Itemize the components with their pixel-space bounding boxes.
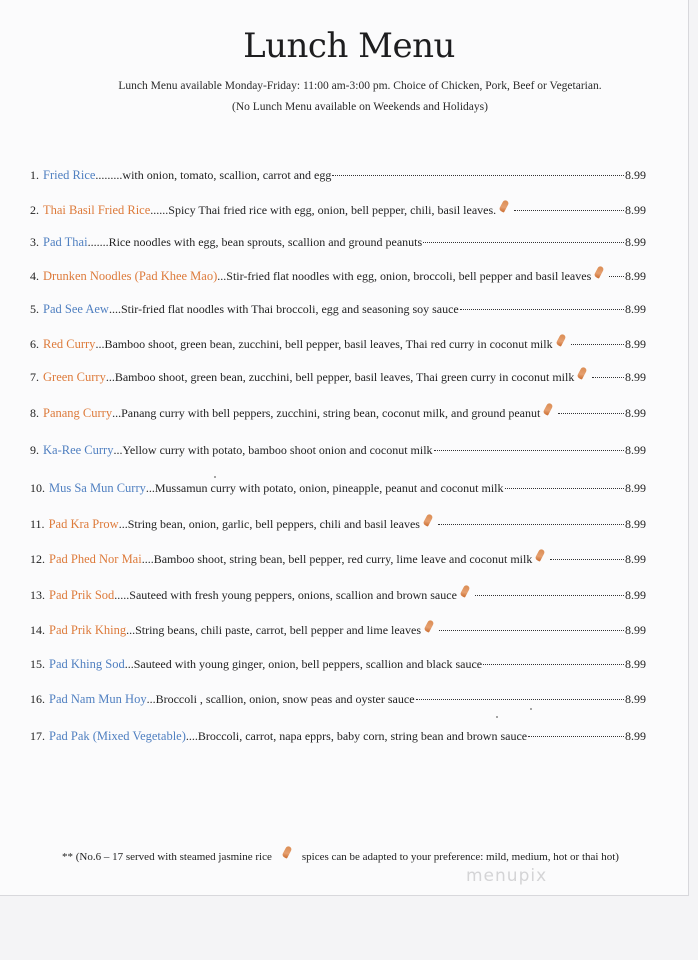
dot-leader — [416, 699, 624, 700]
item-description: Broccoli, carrot, napa epprs, baby corn, string bean and brown sauce — [197, 729, 528, 743]
dot-leader — [460, 309, 624, 310]
item-number: 13. — [30, 588, 45, 602]
dot-leader — [550, 559, 624, 560]
item-number: 2. — [30, 203, 39, 217]
item-separator: ... — [113, 443, 123, 457]
menu-item — [30, 168, 646, 186]
item-number: 14. — [30, 623, 45, 637]
availability-note: Lunch Menu available Monday-Friday: 11:00 am-3:00 pm. Choice of Chicken, Pork, Beef or Vegetarian. — [118, 80, 602, 92]
item-price: 8.99 — [625, 517, 646, 531]
item-separator: ....... — [87, 235, 109, 249]
dot-leader — [609, 276, 624, 277]
item-price: 8.99 — [625, 269, 646, 283]
item-description: Sauteed with young ginger, onion, bell peppers, scallion and black sauce — [133, 657, 483, 671]
dot-leader — [571, 344, 624, 345]
menu-item — [30, 268, 646, 286]
item-number: 4. — [30, 269, 39, 283]
dot-leader — [505, 488, 625, 489]
item-price: 8.99 — [625, 443, 646, 457]
chili-icon — [543, 402, 554, 415]
item-price: 8.99 — [625, 337, 646, 351]
menu-item — [30, 235, 646, 253]
item-price: 8.99 — [625, 657, 646, 671]
item-price: 8.99 — [625, 552, 646, 566]
menu-item — [30, 369, 646, 387]
item-price: 8.99 — [625, 588, 646, 602]
item-number: 1. — [30, 168, 39, 182]
menu-item — [30, 302, 646, 320]
item-number: 3. — [30, 235, 39, 249]
dot-leader — [423, 242, 624, 243]
footer-spice-note: spices can be adapted to your preference: mild, medium, hot or thai hot) — [301, 851, 619, 863]
item-name: Ka-Ree Curry — [43, 443, 114, 457]
item-price: 8.99 — [625, 235, 646, 249]
menu-title: Lunch Menu — [243, 26, 455, 66]
item-name: Pad Khing Sod — [49, 657, 125, 671]
item-name: Pad Prik Sod — [49, 588, 115, 602]
item-number: 11. — [30, 517, 45, 531]
item-description: Stir-fried flat noodles with Thai broccoli, egg and seasoning soy sauce — [120, 302, 459, 316]
item-price: 8.99 — [625, 302, 646, 316]
item-separator: ... — [217, 269, 227, 283]
paper-speck — [530, 708, 532, 710]
item-name: Pad Kra Prow — [48, 517, 119, 531]
item-description: Yellow curry with potato, bamboo shoot onion and coconut milk — [122, 443, 433, 457]
item-description: String beans, chili paste, carrot, bell pepper and lime leaves — [135, 623, 421, 637]
chili-icon — [594, 265, 605, 278]
item-separator: ... — [105, 370, 115, 384]
item-separator: ... — [145, 481, 155, 495]
item-separator: ... — [126, 623, 136, 637]
dot-leader — [528, 736, 624, 737]
menu-item — [30, 551, 646, 569]
item-separator: ... — [112, 406, 122, 420]
chili-icon — [424, 619, 435, 632]
item-separator: ... — [124, 657, 134, 671]
item-separator: ...... — [150, 203, 169, 217]
dot-leader — [558, 413, 624, 414]
item-number: 15. — [30, 657, 45, 671]
chili-icon — [535, 548, 546, 561]
item-name: Panang Curry — [43, 406, 113, 420]
item-separator: ... — [118, 517, 128, 531]
paper-speck — [496, 716, 498, 718]
menu-item — [30, 202, 646, 220]
dot-leader — [439, 630, 624, 631]
item-description: Sauteed with fresh young peppers, onions, scallion and brown sauce — [129, 588, 457, 602]
menu-item — [30, 587, 646, 605]
item-separator: ... — [95, 337, 105, 351]
item-number: 6. — [30, 337, 39, 351]
weekend-notice: (No Lunch Menu available on Weekends and Holidays) — [232, 101, 488, 113]
item-price: 8.99 — [625, 168, 646, 182]
item-price: 8.99 — [625, 692, 646, 706]
item-price: 8.99 — [625, 406, 646, 420]
chili-icon — [499, 199, 510, 212]
menu-item — [30, 692, 646, 710]
item-price: 8.99 — [625, 203, 646, 217]
menu-item — [30, 729, 646, 747]
item-price: 8.99 — [625, 370, 646, 384]
menu-item — [30, 481, 646, 499]
item-description: Bamboo shoot, green bean, zucchini, bell pepper, basil leaves, Thai green curry in coconut milk — [114, 370, 575, 384]
item-price: 8.99 — [625, 729, 646, 743]
item-description: with onion, tomato, scallion, carrot and egg — [122, 168, 332, 182]
item-separator: .... — [185, 729, 198, 743]
chili-icon — [555, 333, 566, 346]
item-price: 8.99 — [625, 623, 646, 637]
item-description: Bamboo shoot, string bean, bell pepper, red curry, lime leave and coconut milk — [153, 552, 533, 566]
item-number: 10. — [30, 481, 45, 495]
item-number: 7. — [30, 370, 39, 384]
chili-icon — [423, 513, 434, 526]
chili-icon — [459, 584, 470, 597]
item-name: Pad Thai — [43, 235, 88, 249]
footer-rice-note: ** (No.6 – 17 served with steamed jasmine rice — [62, 851, 272, 863]
dot-leader — [475, 595, 624, 596]
dot-leader — [483, 664, 624, 665]
item-name: Pad Pak (Mixed Vegetable) — [49, 729, 186, 743]
dot-leader — [438, 524, 624, 525]
menu-item — [30, 516, 646, 534]
menu-item — [30, 657, 646, 675]
menu-item — [30, 336, 646, 354]
item-description: Stir-fried flat noodles with egg, onion, broccoli, bell pepper and basil leaves — [226, 269, 592, 283]
dot-leader — [332, 175, 624, 176]
dot-leader — [434, 450, 624, 451]
item-description: Rice noodles with egg, bean sprouts, scallion and ground peanuts — [108, 235, 423, 249]
menu-item — [30, 443, 646, 461]
item-number: 12. — [30, 552, 45, 566]
item-name: Drunken Noodles (Pad Khee Mao) — [43, 269, 218, 283]
item-number: 9. — [30, 443, 39, 457]
item-description: Broccoli , scallion, onion, snow peas and oyster sauce — [155, 692, 415, 706]
item-description: Spicy Thai fried rice with egg, onion, bell pepper, chili, basil leaves. — [168, 203, 497, 217]
item-description: String bean, onion, garlic, bell peppers, chili and basil leaves — [127, 517, 420, 531]
item-name: Red Curry — [43, 337, 96, 351]
item-name: Pad Prik Khing — [49, 623, 127, 637]
item-name: Mus Sa Mun Curry — [49, 481, 146, 495]
item-name: Pad Phed Nor Mai — [49, 552, 142, 566]
item-name: Fried Rice — [43, 168, 96, 182]
paper-speck — [214, 476, 216, 478]
menupix-watermark: menupix — [466, 866, 548, 886]
dot-leader — [592, 377, 624, 378]
item-separator: .... — [108, 302, 121, 316]
item-description: Panang curry with bell peppers, zucchini, string bean, coconut milk, and ground peanut — [121, 406, 541, 420]
menu-item — [30, 405, 646, 423]
item-separator: .... — [141, 552, 154, 566]
item-description: Bamboo shoot, green bean, zucchini, bell pepper, basil leaves, Thai red curry in coconut milk — [104, 337, 553, 351]
item-price: 8.99 — [625, 481, 646, 495]
item-separator: ..... — [114, 588, 130, 602]
item-name: Green Curry — [43, 370, 106, 384]
item-number: 8. — [30, 406, 39, 420]
item-number: 17. — [30, 729, 45, 743]
item-number: 5. — [30, 302, 39, 316]
item-description: Mussamun curry with potato, onion, pineapple, peanut and coconut milk — [154, 481, 504, 495]
chili-icon — [577, 366, 588, 379]
item-name: Pad See Aew — [43, 302, 109, 316]
footer-note — [62, 848, 619, 863]
item-number: 16. — [30, 692, 45, 706]
item-name: Pad Nam Mun Hoy — [49, 692, 147, 706]
item-name: Thai Basil Fried Rice — [43, 203, 151, 217]
chili-icon — [281, 845, 292, 858]
item-separator: ... — [146, 692, 156, 706]
menu-item — [30, 622, 646, 640]
dot-leader — [514, 210, 624, 211]
item-separator: ......... — [95, 168, 123, 182]
